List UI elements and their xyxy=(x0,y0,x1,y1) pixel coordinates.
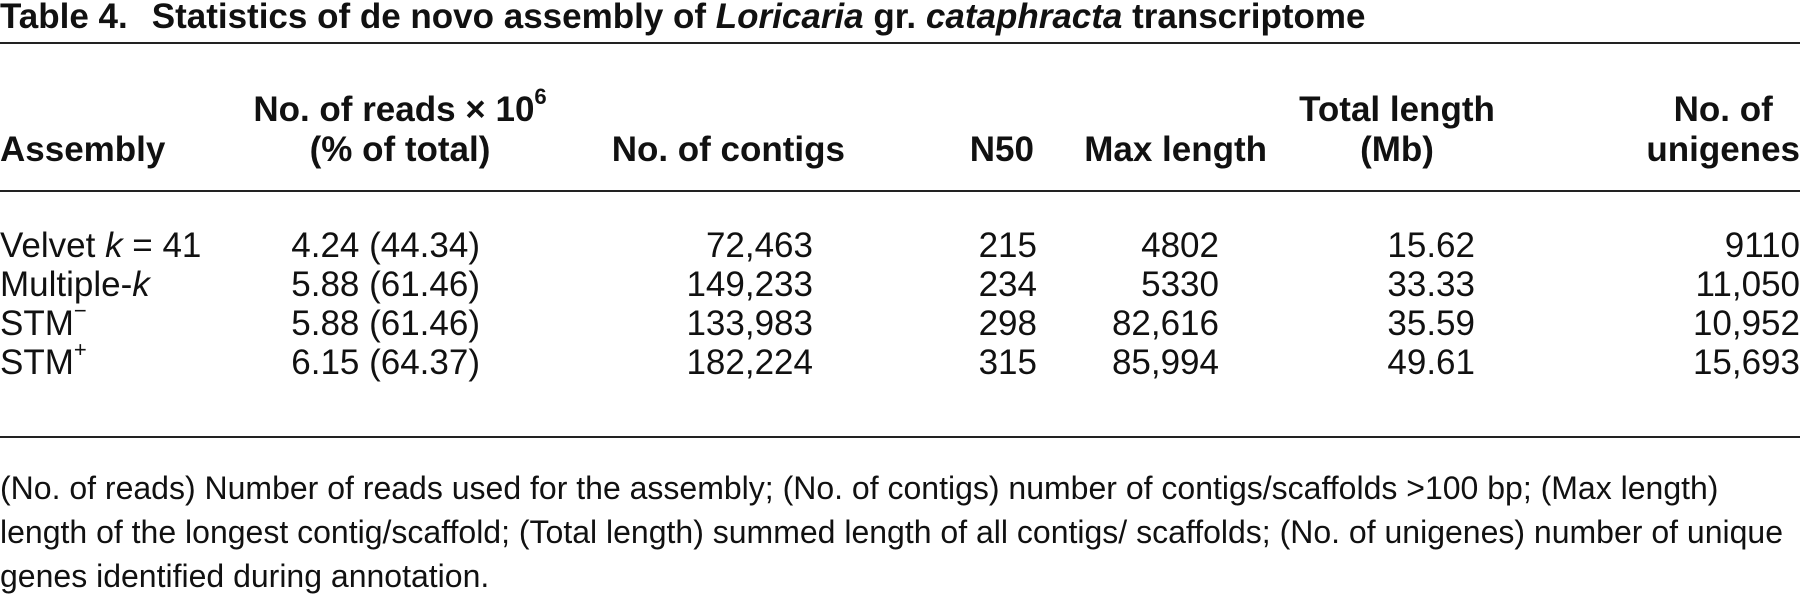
cell-unigenes: 15,693 xyxy=(1692,343,1800,382)
bottom-rule xyxy=(0,436,1800,438)
cell-contigs: 133,983 xyxy=(686,304,813,343)
header-reads: No. of reads × $10^6$ (% of total) xyxy=(253,84,547,169)
cell-total-length: 33.33 xyxy=(1387,265,1475,304)
header-contigs: No. of contigs xyxy=(611,130,845,169)
cell-n50: 215 xyxy=(978,226,1037,265)
cell-assembly: STM+ xyxy=(0,337,87,382)
cell-reads: 4.24 (44.34) xyxy=(291,226,480,265)
table-row xyxy=(0,343,1800,382)
table-row xyxy=(0,190,1800,265)
caption-genus: Loricaria xyxy=(715,0,864,36)
top-rule xyxy=(0,42,1800,44)
caption-species: cataphracta xyxy=(925,0,1123,36)
header-total-length: Total length (Mb) xyxy=(1299,90,1495,169)
cell-unigenes: 11,050 xyxy=(1695,265,1800,304)
cell-reads: 5.88 (61.46) xyxy=(291,304,480,343)
cell-contigs: 149,233 xyxy=(686,265,813,304)
header-unigenes: No. of unigenes xyxy=(1646,90,1800,169)
cell-max-length: 85,994 xyxy=(1111,343,1219,382)
cell-total-length: 49.61 xyxy=(1387,343,1475,382)
cell-max-length: 82,616 xyxy=(1111,304,1219,343)
caption-text-after: transcriptome xyxy=(1122,0,1366,36)
cell-unigenes: 10,952 xyxy=(1692,304,1800,343)
header-n50: N50 xyxy=(969,130,1034,169)
cell-assembly: STM− xyxy=(0,298,87,343)
table-label: Table 4. xyxy=(0,0,128,36)
cell-total-length: 15.62 xyxy=(1387,226,1475,265)
cell-assembly: Multiple-k xyxy=(0,265,150,304)
caption-text-before: Statistics of de novo assembly of xyxy=(151,0,716,36)
cell-max-length: 4802 xyxy=(1141,226,1219,265)
header-row xyxy=(0,58,1800,190)
cell-n50: 234 xyxy=(978,265,1037,304)
statistics-table xyxy=(0,58,1800,382)
cell-assembly: Velvet k = 41 xyxy=(0,226,202,265)
table-row xyxy=(0,265,1800,304)
cell-unigenes: 9110 xyxy=(1724,226,1800,265)
table-row xyxy=(0,304,1800,343)
cell-total-length: 35.59 xyxy=(1387,304,1475,343)
caption-text-mid: gr. xyxy=(863,0,926,36)
header-max-length: Max length xyxy=(1084,130,1267,169)
table-caption xyxy=(0,0,1366,34)
cell-n50: 315 xyxy=(978,343,1037,382)
cell-max-length: 5330 xyxy=(1141,265,1219,304)
table-footnote: (No. of reads) Number of reads used for the assembly; (No. of contigs) number of contigs/scaffolds >100 bp; (Max length) length of the longest contig/scaffold; (Total length) summed length of all contigs/ scaffolds; (No. of unigenes) number of unique genes identified during annotation. xyxy=(0,470,1792,594)
cell-contigs: 182,224 xyxy=(686,343,813,382)
cell-contigs: 72,463 xyxy=(705,226,813,265)
cell-n50: 298 xyxy=(978,304,1037,343)
cell-reads: 5.88 (61.46) xyxy=(291,265,480,304)
header-assembly: Assembly xyxy=(0,130,166,169)
cell-reads: 6.15 (64.37) xyxy=(291,343,480,382)
